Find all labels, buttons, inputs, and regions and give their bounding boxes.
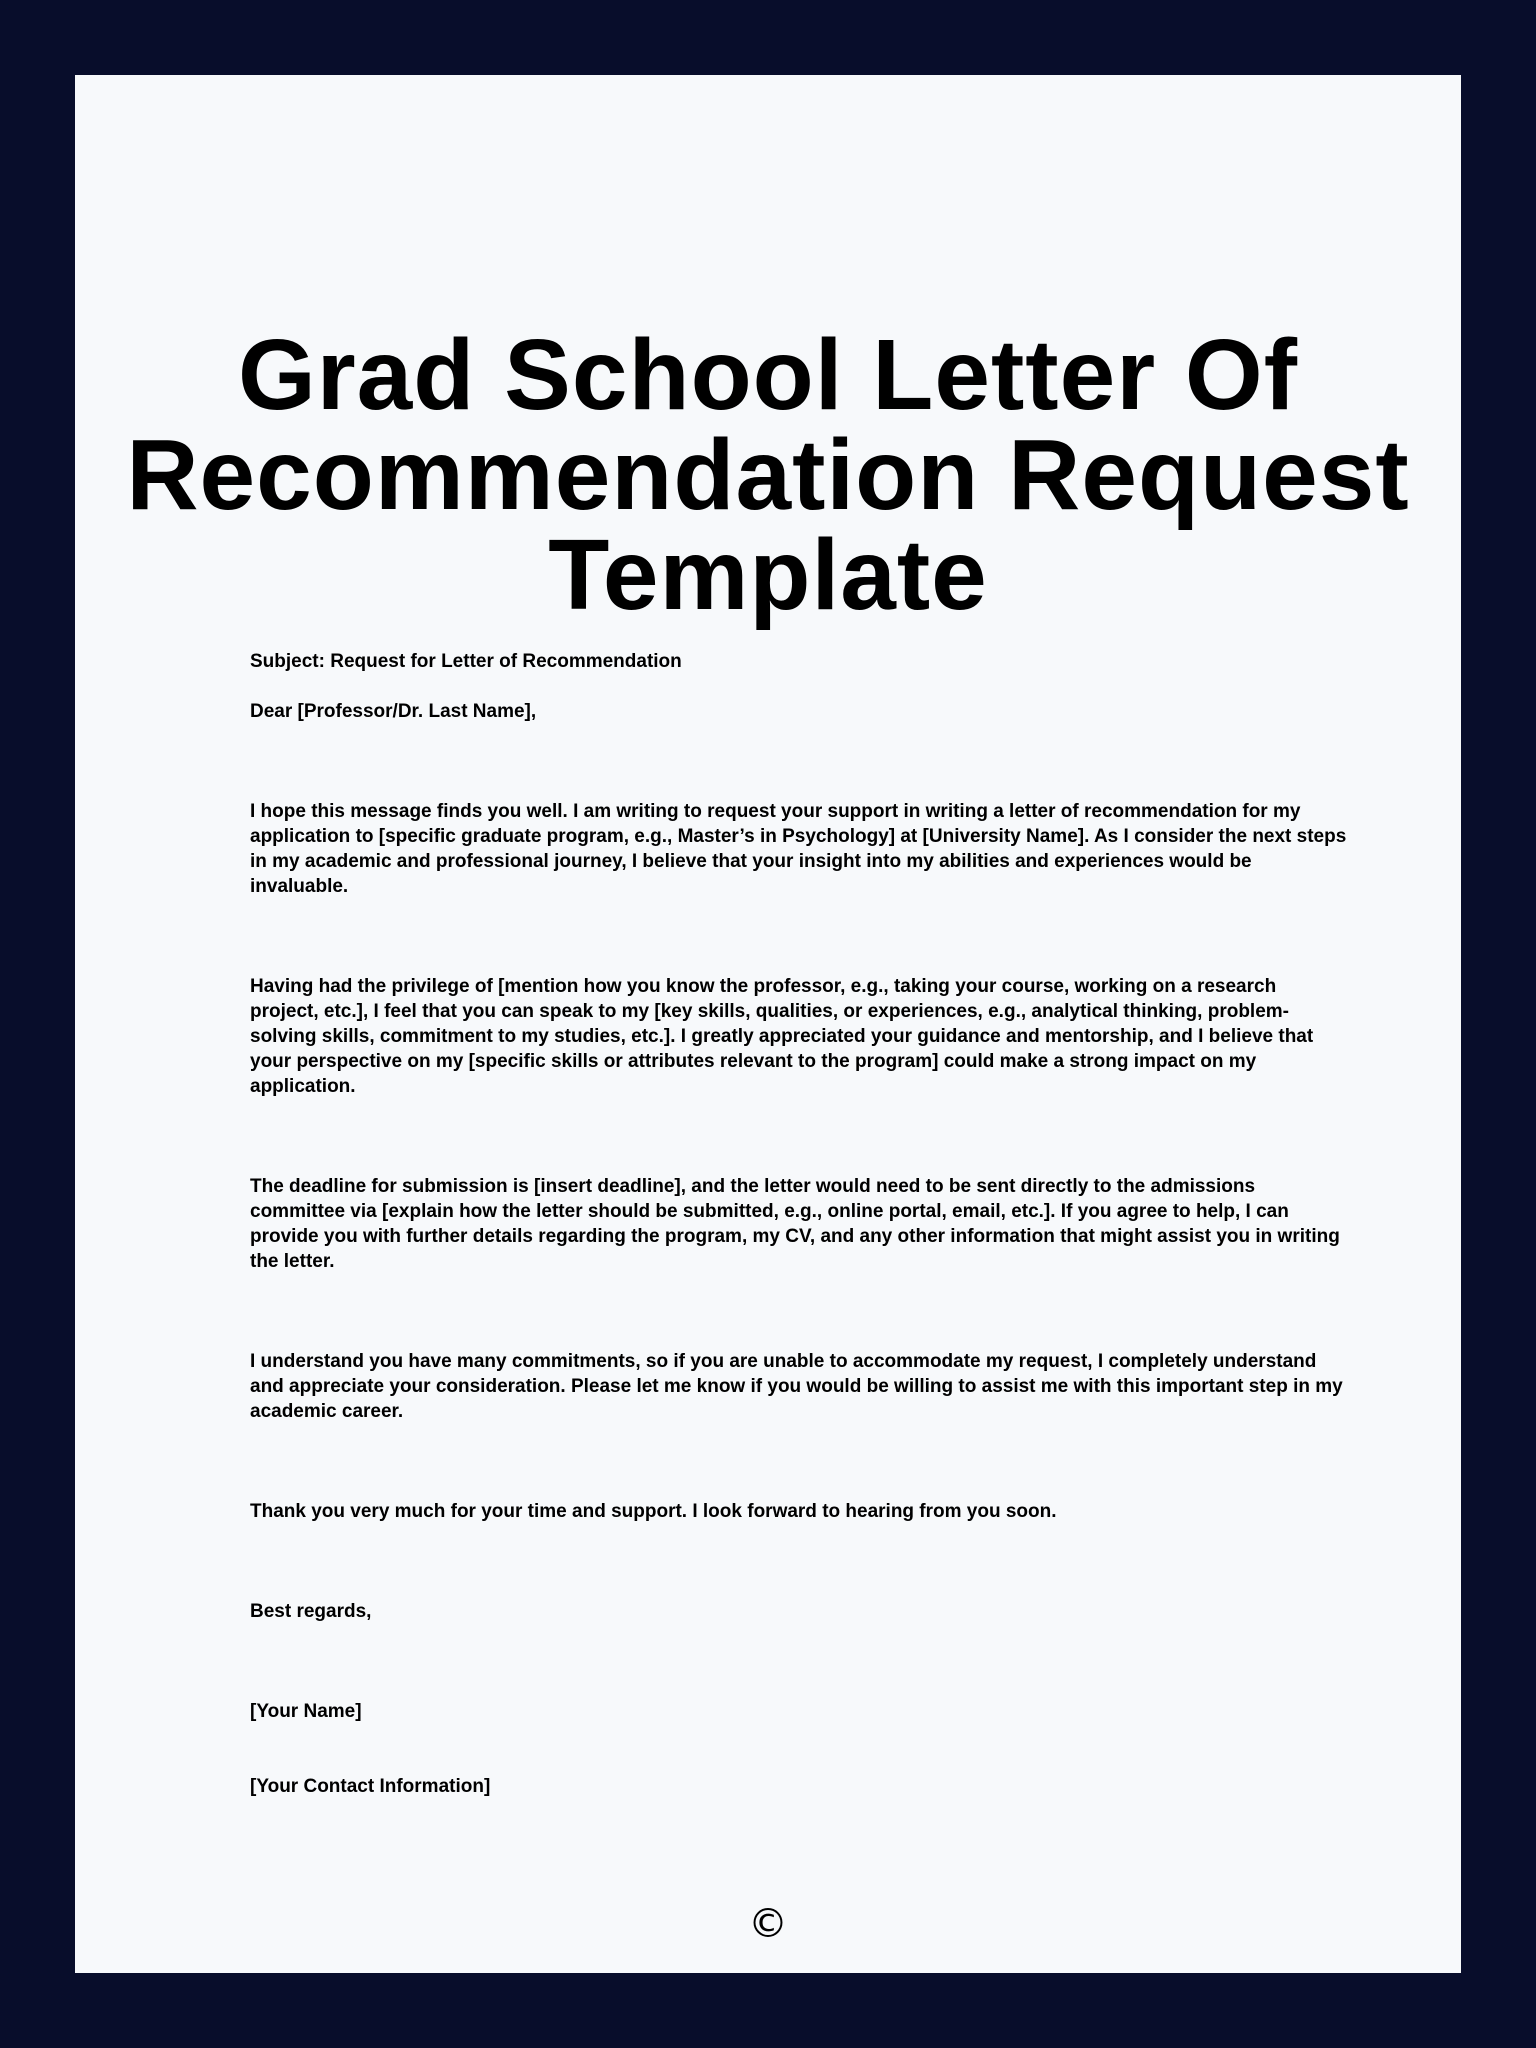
- letter-signature-name: [Your Name]: [250, 1701, 362, 1722]
- letter-paragraph-2: Having had the privilege of [mention how you know the professor, e.g., taking your course, working on a research project, etc.], I feel that you can speak to my [key skills, qualities, or experiences, e.g., analytical thinking, problem-solving skills, commitment to my studies, etc.]. I greatly appreciated your guidance and mentorship, and I believe that your perspective on my [specific skills or attributes relevant to the program] could make a strong impact on my application.: [250, 976, 1314, 1097]
- letter-paragraph-4: I understand you have many commitments, so if you are unable to accommodate my request, I completely understand and appreciate your consideration. Please let me know if you would be willing to assist me with this important step in my academic career.: [250, 1351, 1343, 1422]
- letter-paragraph-3: The deadline for submission is [insert deadline], and the letter would need to be sent directly to the admissions committee via [explain how the letter should be submitted, e.g., online portal, email, etc.]. If you agree to help, I can provide you with further details regarding the program, my CV, and any other information that might assist you in writing the letter.: [250, 1176, 1340, 1272]
- title-line-1: Grad School Letter Of: [237, 319, 1298, 431]
- title-line-2: Recommendation Request: [126, 419, 1410, 531]
- copyright-icon: ©: [748, 1901, 788, 1947]
- page-title: [75, 319, 1461, 631]
- letter-contact-info: [Your Contact Information]: [250, 1776, 491, 1797]
- letter-subject: Subject: Request for Letter of Recommendation: [250, 651, 682, 672]
- letter-salutation: Dear [Professor/Dr. Last Name],: [250, 701, 537, 722]
- letter-closing: Best regards,: [250, 1601, 372, 1622]
- letter-paragraph-1: I hope this message finds you well. I am writing to request your support in writing a letter of recommendation for my application to [specific graduate program, e.g., Master’s in Psychology] at [University Name]. As I consider the next steps in my academic and professional journey, I believe that your insight into my abilities and experiences would be invaluable.: [250, 801, 1347, 897]
- title-line-3: Template: [548, 519, 988, 631]
- letter-paragraph-5: Thank you very much for your time and support. I look forward to hearing from you soon.: [250, 1501, 1057, 1522]
- document-page: [75, 75, 1461, 1973]
